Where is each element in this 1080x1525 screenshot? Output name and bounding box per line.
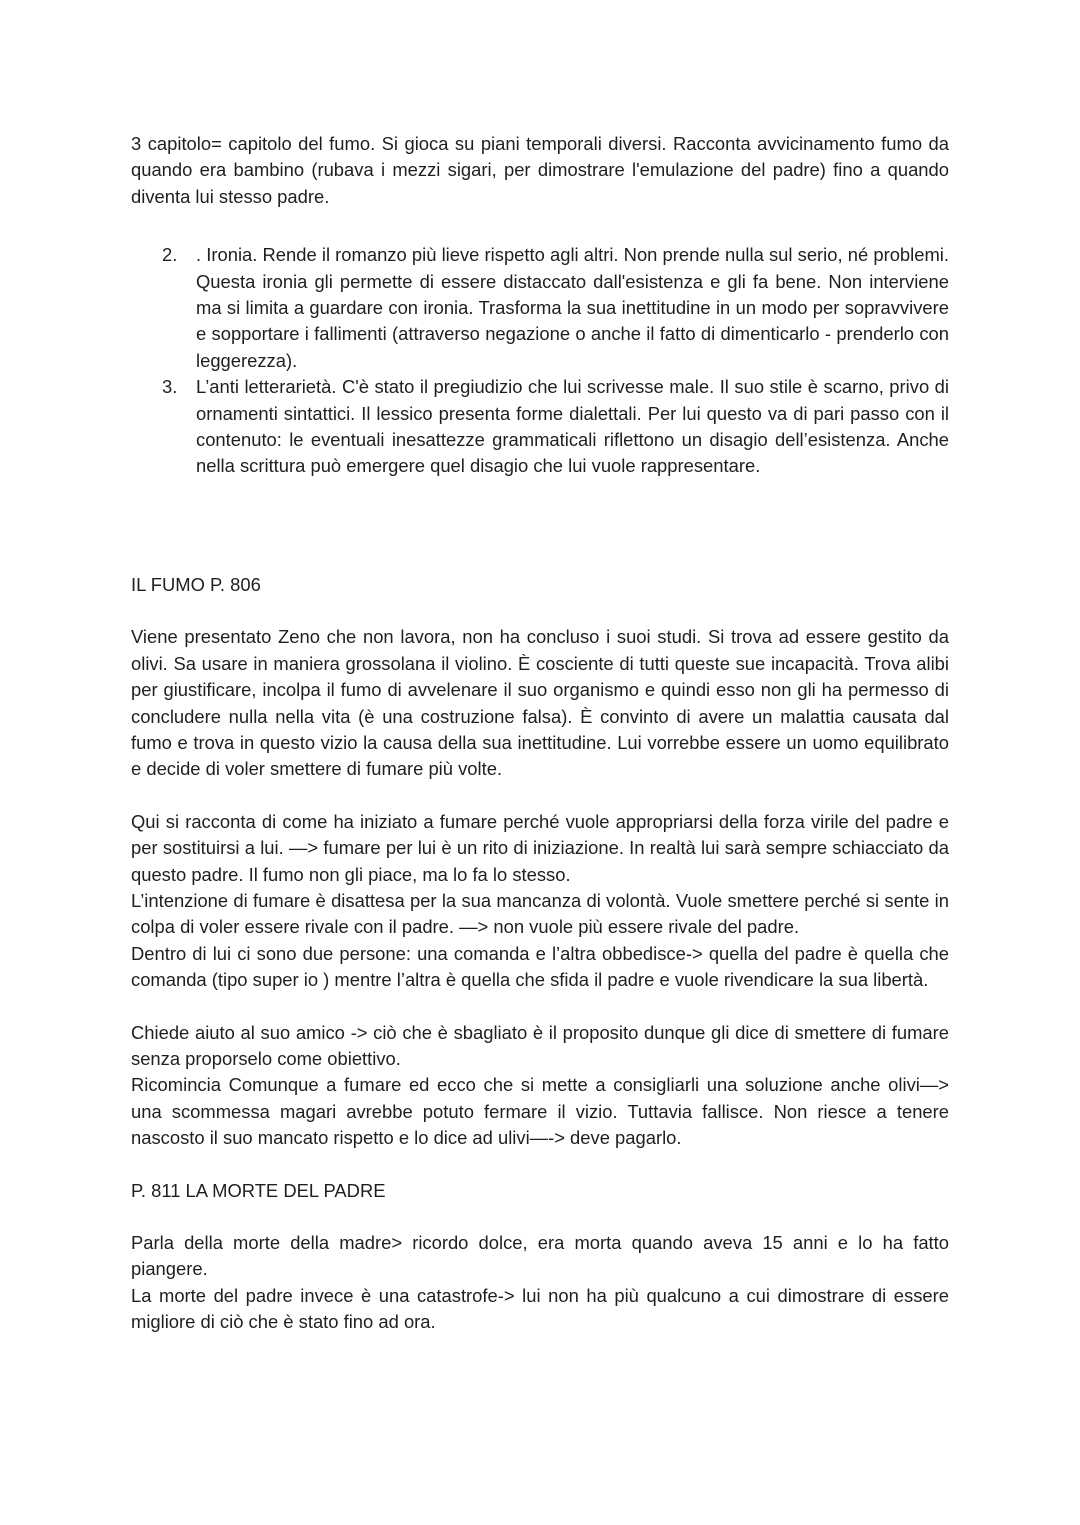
paragraph: Parla della morte della madre> ricordo dolce, era morta quando aveva 15 anni e lo ha fatto piangere.: [131, 1232, 949, 1280]
numbered-list: [131, 242, 949, 480]
list-item-number: 3.: [162, 376, 178, 398]
paragraph: Ricomincia Comunque a fumare ed ecco che si mette a consigliarli una soluzione anche olivi—> una scommessa magari avrebbe potuto fermare il vizio. Tuttavia fallisce. Non riesce a tenere nascosto il suo mancato rispetto e lo dice ad ulivi—-> deve pagarlo.: [131, 1074, 949, 1149]
list-item-text: . Ironia. Rende il romanzo più lieve rispetto agli altri. Non prende nulla sul serio, né problemi. Questa ironia gli permette di essere distaccato dall'esistenza e gli fa bene. Non interviene ma si limita a guardare con ironia. Trasforma la sua inettitudine in un modo per sopravvivere e sopportare i fallimenti (attraverso negazione o anche il fatto di dimenticarlo - prenderlo con leggerezza).: [196, 244, 949, 371]
paragraph: Dentro di lui ci sono due persone: una comanda e l’altra obbedisce-> quella del padre è quella che comanda (tipo super io ) mentre l’altra è quella che sfida il padre e vuole rivendicare la sua libertà.: [131, 942, 949, 991]
paragraph: La morte del padre invece è una catastrofe-> lui non ha più qualcuno a cui dimostrare di essere migliore di ciò che è stato fino ad ora.: [131, 1284, 949, 1333]
paragraph: Viene presentato Zeno che non lavora, non ha concluso i suoi studi. Si trova ad essere gestito da olivi. Sa usare in maniera grossolana il violino. È cosciente di tutti queste sue incapacità. Trova alibi per giustificare, incolpa il fumo di avvelenare il suo organismo e quindi esso non gli ha permesso di concludere nulla nella vita (è una costruzione falsa). È convinto di avere un malattia causata dal fumo e trova in questo vizio la causa della sua inettitudine. Lui vorrebbe essere un uomo equilibrato e decide di voler smettere di fumare più volte.: [131, 626, 949, 780]
section-heading-fumo: IL FUMO P. 806: [131, 573, 261, 595]
list-item-text: L’anti letterarietà. C'è stato il pregiudizio che lui scrivesse male. Il suo stile è scarno, privo di ornamenti sintattici. Il lessico presenta forme dialettali. Per lui questo va di pari passo con il contenuto: le eventuali inesattezze grammaticali riflettono un disagio dell’esistenza. Anche nella scrittura può emergere quel disagio che lui vuole rappresentare.: [196, 376, 949, 477]
paragraph: L’intenzione di fumare è disattesa per la sua mancanza di volontà. Vuole smettere perché si sente in colpa di voler essere rivale con il padre. —> non vuole più essere rivale del padre.: [131, 889, 949, 938]
section-heading-padre: P. 811 LA MORTE DEL PADRE: [131, 1179, 386, 1201]
intro-paragraph: 3 capitolo= capitolo del fumo. Si gioca su piani temporali diversi. Racconta avvicinamento fumo da quando era bambino (rubava i mezzi sigari, per dimostrare l'emulazione del padre) fino a quando diventa lui stesso padre.: [131, 133, 949, 207]
list-item-number: 2.: [162, 244, 178, 266]
list-item: [131, 374, 949, 480]
document-page: [131, 131, 949, 1336]
paragraph: Chiede aiuto al suo amico -> ciò che è sbagliato è il proposito dunque gli dice di smettere di fumare senza proporselo come obiettivo.: [131, 1021, 949, 1069]
list-item: [131, 242, 949, 374]
paragraph: Qui si racconta di come ha iniziato a fumare perché vuole appropriarsi della forza virile del padre e per sostituirsi a lui. —> fumare per lui è un rito di iniziazione. In realtà lui sarà sempre schiacciato da questo padre. Il fumo non gli piace, ma lo fa lo stesso.: [131, 810, 949, 885]
